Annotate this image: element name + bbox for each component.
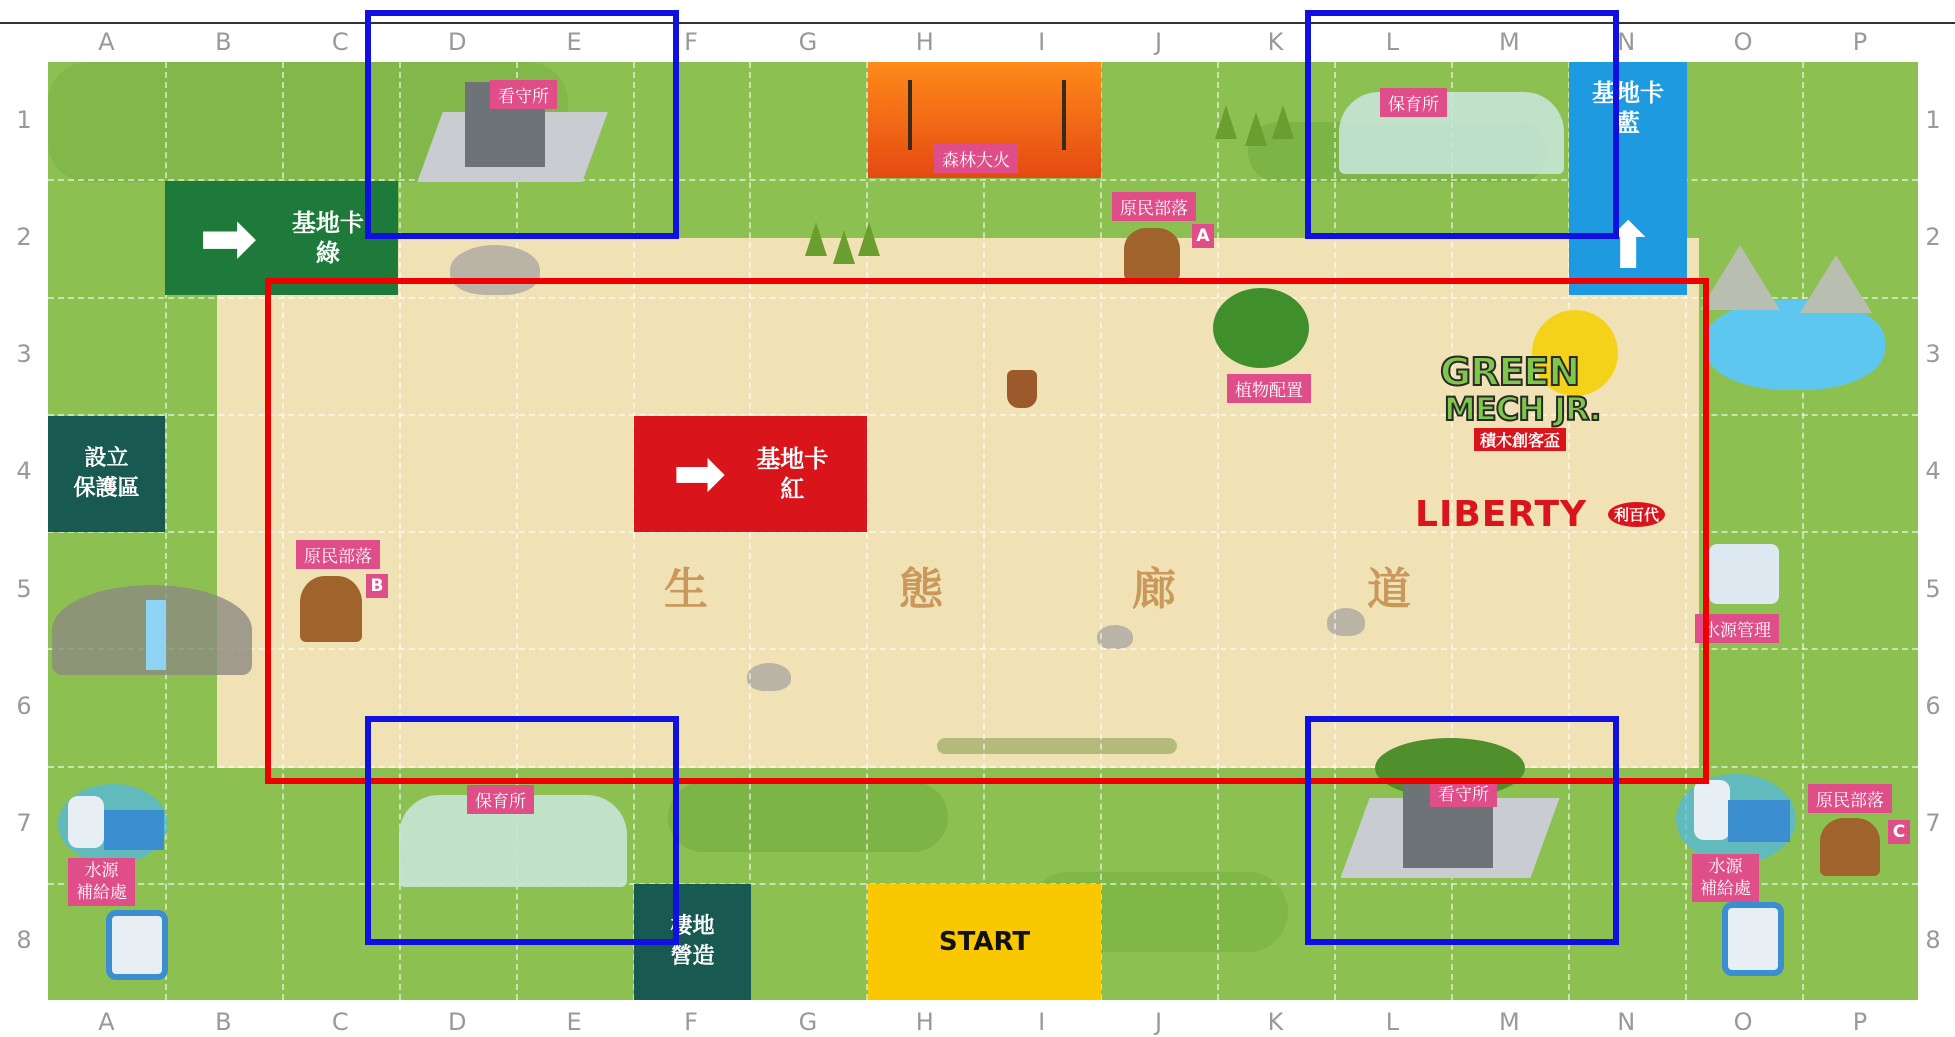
column-label: C [331, 28, 349, 56]
arrow-right-icon: ➡ [199, 197, 258, 279]
water-supply-right[interactable] [1670, 750, 1815, 990]
pine-tree-icon [833, 230, 855, 264]
tile-label-line1: 棲地 [670, 914, 715, 939]
row-label: 3 [1925, 340, 1941, 369]
water-tank-icon [68, 796, 104, 848]
column-label: D [447, 1008, 467, 1036]
column-label: L [1385, 28, 1400, 56]
tile-label-line1: 基地卡 [756, 445, 829, 473]
plant-config-label: 植物配置 [1227, 374, 1311, 403]
guard-house-label: 看守所 [1430, 778, 1497, 807]
water-tower-icon [106, 910, 168, 980]
grass-patch [668, 782, 948, 852]
logo-line2: MECH JR. [1444, 390, 1601, 428]
tile-label-line1: 基地卡 [291, 209, 364, 237]
water-management-label: 水源管理 [1695, 614, 1779, 643]
column-label: E [566, 28, 582, 56]
tile-label-line1: 基地卡 [1592, 79, 1664, 107]
column-label: B [215, 1008, 232, 1036]
tile-label-line2: 紅 [780, 475, 805, 503]
column-label: I [1038, 1008, 1046, 1036]
water-supply-label [68, 858, 135, 906]
column-label: E [566, 1008, 582, 1036]
start-tile[interactable]: START [868, 884, 1101, 1000]
column-label: N [1617, 28, 1636, 56]
row-label: 5 [1925, 574, 1941, 603]
column-label: M [1498, 1008, 1520, 1036]
set-protected-area-tile[interactable] [48, 416, 165, 532]
row-label: 7 [16, 809, 32, 838]
arrow-up-icon: ⬆ [1601, 210, 1655, 284]
water-management[interactable] [1695, 530, 1805, 640]
nursery-top-highlight-frame [1305, 10, 1619, 239]
guard-house-label: 看守所 [490, 80, 557, 109]
row-label: 5 [16, 574, 32, 603]
pine-tree-icon [805, 222, 827, 256]
column-label: H [915, 1008, 934, 1036]
row-label: 6 [1925, 691, 1941, 720]
column-label: M [1498, 28, 1520, 56]
pine-tree-icon [1272, 105, 1294, 139]
water-tank-icon [1709, 544, 1779, 604]
column-label: J [1155, 28, 1163, 56]
corridor-char-2: 態 [899, 564, 943, 615]
tribe-c[interactable] [1808, 780, 1918, 890]
row-label: 4 [16, 457, 32, 486]
mountain-icon [1800, 255, 1872, 313]
column-label: H [915, 28, 934, 56]
waterfall-icon [146, 600, 166, 670]
corridor-char-4: 道 [1367, 564, 1411, 615]
column-label: O [1733, 28, 1753, 56]
nursery-label: 保育所 [467, 785, 534, 814]
nursery-label: 保育所 [1380, 88, 1447, 117]
column-label: O [1733, 1008, 1753, 1036]
tribe-c-label: 原民部落 [1808, 784, 1892, 813]
logo-subtitle: 積木創客盃 [1474, 428, 1566, 451]
row-label: 8 [1925, 926, 1941, 955]
row-label: 2 [16, 222, 32, 251]
forest-fire-label: 森林大火 [934, 144, 1018, 173]
water-supply-line1: 水源 [84, 861, 119, 881]
tile-label-line2: 保護區 [73, 476, 140, 501]
row-label: 1 [16, 105, 32, 134]
water-supply-line1: 水源 [1708, 857, 1743, 877]
corridor-char-3: 廊 [1132, 564, 1176, 615]
column-label: F [684, 1008, 698, 1036]
guard-top-highlight-frame [365, 10, 679, 239]
column-label: B [215, 28, 232, 56]
mountain-icon [1700, 245, 1780, 310]
water-supply-line2: 補給處 [1700, 879, 1751, 899]
hut-icon [1124, 228, 1180, 280]
pine-tree-icon [1245, 112, 1267, 146]
forest-fire-tile[interactable] [868, 62, 1101, 178]
guard-bottom-highlight-frame [1305, 716, 1619, 945]
lake-icon [1705, 300, 1885, 390]
column-label: K [1267, 28, 1284, 56]
water-tower-icon [1722, 902, 1784, 976]
column-label: J [1155, 1008, 1163, 1036]
tribe-a-badge: A [1192, 224, 1214, 248]
row-label: 1 [1925, 105, 1941, 134]
column-label: A [98, 1008, 115, 1036]
top-border-line [0, 22, 1955, 24]
tribe-b-label: 原民部落 [296, 540, 380, 569]
pump-house-icon [1728, 800, 1790, 842]
pump-house-icon [104, 810, 164, 850]
row-label: 4 [1925, 457, 1941, 486]
tile-label-line2: 綠 [315, 239, 340, 267]
tile-label-line1: 設立 [84, 446, 129, 471]
tile-label-line2: 營造 [670, 944, 715, 969]
row-label: 8 [16, 926, 32, 955]
corridor-highlight-frame [265, 278, 1709, 784]
hut-icon [1820, 818, 1880, 876]
pine-tree-icon [858, 222, 880, 256]
row-label: 3 [16, 340, 32, 369]
pine-tree-icon [1215, 105, 1237, 139]
column-label: D [447, 28, 467, 56]
row-label: 2 [1925, 222, 1941, 251]
column-label: G [798, 28, 818, 56]
burning-trees-icon [908, 80, 1066, 150]
column-label: G [798, 1008, 818, 1036]
tribe-b-badge: B [366, 574, 388, 598]
water-tank-icon [1694, 780, 1730, 840]
water-supply-line2: 補給處 [76, 883, 127, 903]
column-label: L [1385, 1008, 1400, 1036]
column-label: F [684, 28, 698, 56]
liberty-brand-mark: 利百代 [1608, 502, 1665, 527]
water-supply-left[interactable] [48, 760, 188, 990]
nursery-bottom-highlight-frame [365, 716, 679, 945]
tribe-a[interactable] [1112, 188, 1217, 288]
column-label: P [1852, 1008, 1868, 1036]
column-label: K [1267, 1008, 1284, 1036]
corridor-char-1: 生 [664, 564, 708, 615]
row-label: 7 [1925, 809, 1941, 838]
row-label: 6 [16, 691, 32, 720]
column-label: N [1617, 1008, 1636, 1036]
tribe-a-label: 原民部落 [1112, 192, 1196, 221]
logo-line1: GREEN [1440, 350, 1580, 394]
column-label: C [331, 1008, 349, 1036]
arrow-right-icon: ➡ [672, 437, 727, 511]
column-label: A [98, 28, 115, 56]
column-label: I [1038, 28, 1046, 56]
liberty-brand: LIBERTY [1415, 494, 1588, 535]
water-supply-label [1692, 854, 1759, 902]
tribe-c-badge: C [1888, 820, 1910, 844]
tile-label-line2: 藍 [1616, 109, 1640, 137]
column-label: P [1852, 28, 1868, 56]
